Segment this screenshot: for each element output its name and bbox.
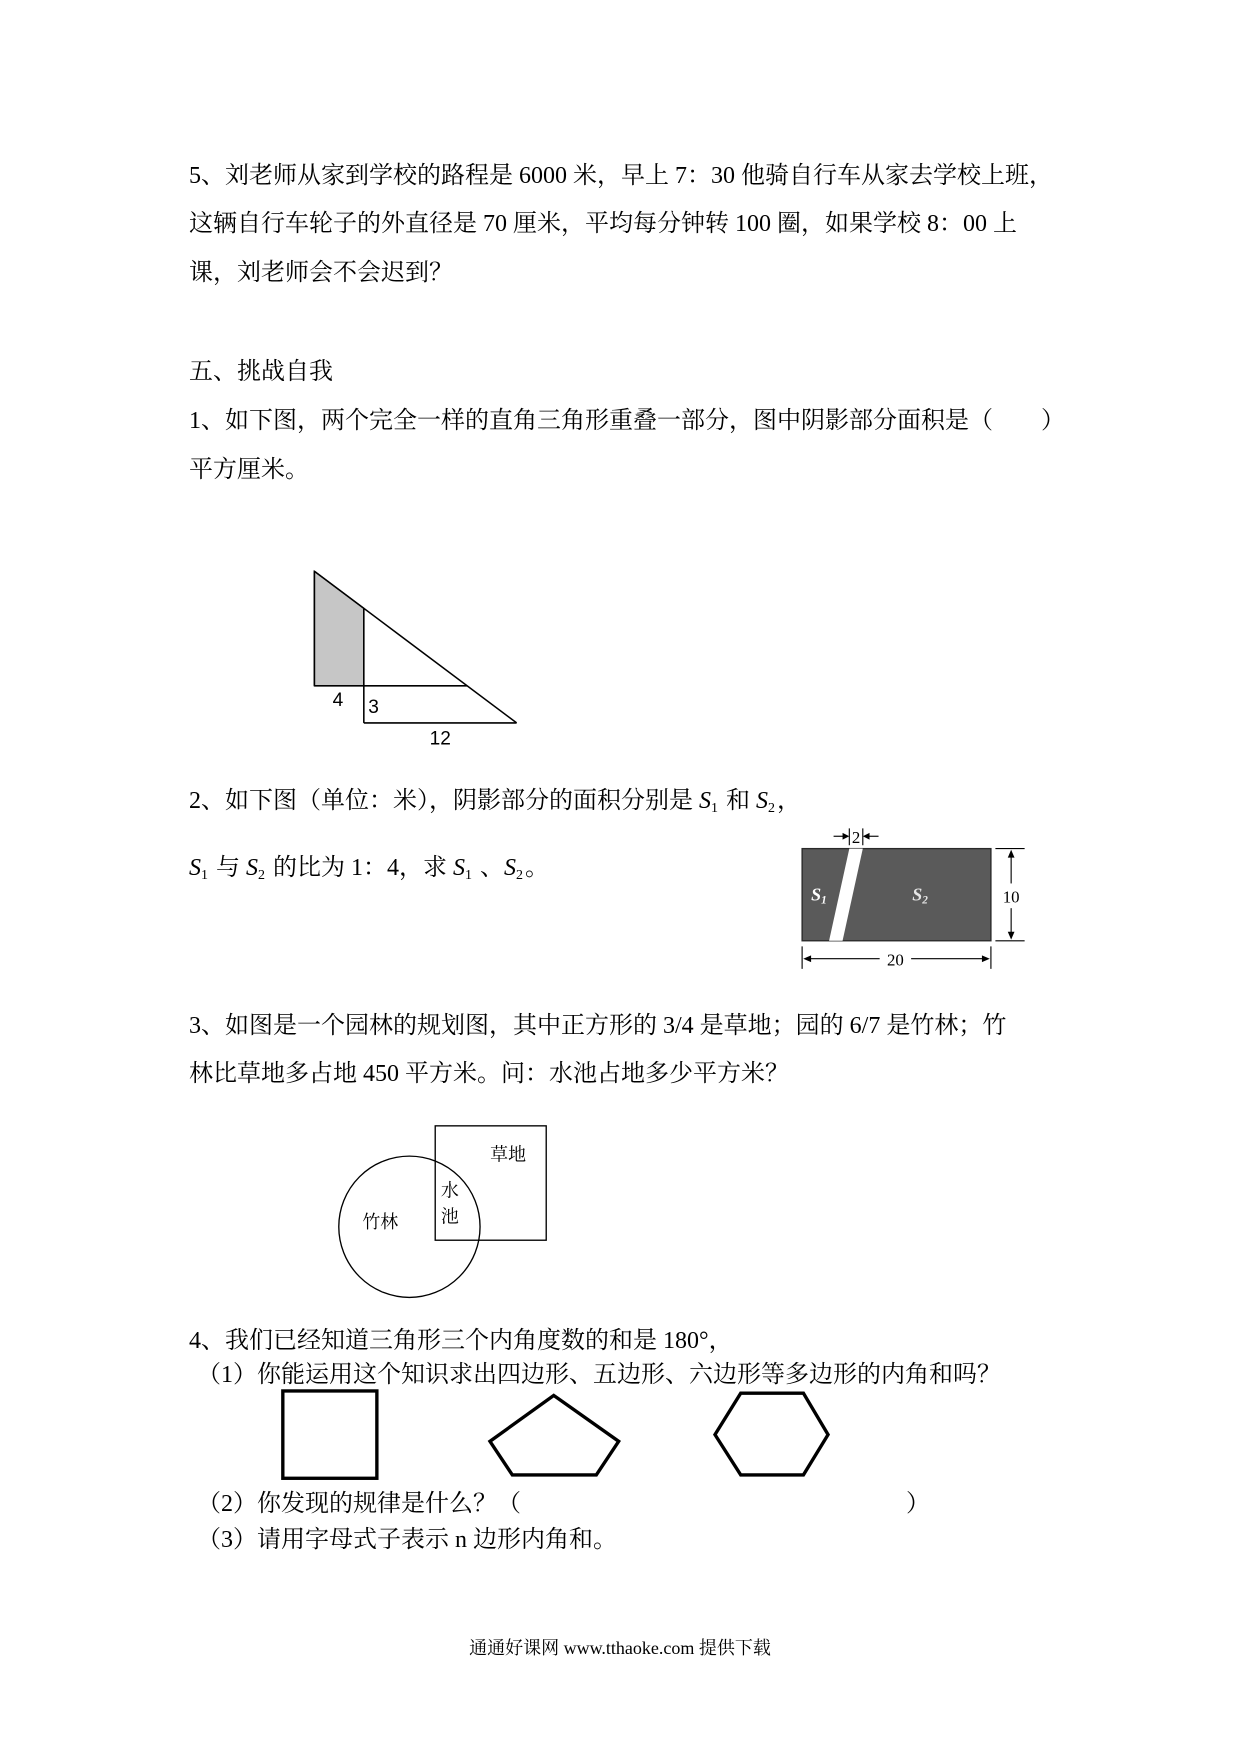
q2-line-1 bbox=[189, 786, 801, 824]
label-base: 12 bbox=[429, 728, 451, 750]
arrowhead-up-icon bbox=[1008, 850, 1015, 858]
hexagon-shape bbox=[715, 1393, 828, 1475]
q4-line-1: 4、我们已经知道三角形三个内角度数的和是 180°， bbox=[189, 1328, 733, 1354]
bamboo-label: 竹林 bbox=[362, 1211, 399, 1232]
region-s2-label: S2 bbox=[912, 884, 928, 907]
bamboo-circle bbox=[339, 1156, 480, 1297]
variable-s2: $S_2$ bbox=[756, 788, 775, 816]
overlapping-triangles-figure bbox=[303, 560, 528, 751]
region-s1-label: S1 bbox=[811, 884, 827, 907]
label-drop: 3 bbox=[368, 696, 379, 718]
q2-line-1-text: 2、如下图（单位：米），阴影部分的面积分别是 bbox=[189, 788, 699, 814]
section-title: 五、挑战自我 bbox=[189, 359, 333, 385]
q2-line-2-end: 。 bbox=[525, 855, 549, 881]
variable-s2: $S_2$ bbox=[246, 855, 265, 883]
q1-line-2: 平方厘米。 bbox=[189, 457, 309, 483]
arrowhead-left-icon bbox=[863, 833, 870, 840]
q3-line-2: 林比草地多占地 450 平方米。问：水池占地多少平方米？ bbox=[189, 1061, 789, 1087]
q4-sub-2: （2）你发现的规律是什么？（ bbox=[197, 1491, 521, 1517]
variable-s1: $S_1$ bbox=[189, 855, 208, 883]
q2-line-2-ratio: 的比为 1：4，求 bbox=[267, 855, 453, 881]
q2-line-2-with: 与 bbox=[210, 855, 246, 881]
rectangle-stripe-figure bbox=[792, 826, 1028, 969]
height-label: 10 bbox=[1002, 887, 1020, 907]
length-label: 20 bbox=[886, 950, 904, 970]
q4-sub-3: （3）请用字母式子表示 n 边形内角和。 bbox=[197, 1527, 617, 1553]
q2-line-1-and: 和 bbox=[720, 788, 756, 814]
pond-label-2: 池 bbox=[440, 1206, 459, 1227]
arrowhead-right-icon bbox=[982, 955, 990, 962]
q2-line-2 bbox=[189, 853, 549, 891]
arrowhead-right-icon bbox=[843, 833, 850, 840]
problem-5-line-2: 这辆自行车轮子的外直径是 70 厘米，平均每分钟转 100 圈，如果学校 8：00 上 bbox=[189, 211, 1017, 237]
label-shift: 4 bbox=[332, 690, 344, 712]
variable-s1: $S_1$ bbox=[699, 788, 718, 816]
variable-s2: $S_2$ bbox=[504, 855, 523, 883]
variable-s1: $S_1$ bbox=[453, 855, 472, 883]
q4-sub-2-close: ） bbox=[906, 1491, 930, 1517]
problem-5-line-1: 5、刘老师从家到学校的路程是 6000 米，早上 7：30 他骑自行车从家去学校上班， bbox=[189, 163, 1053, 189]
arrowhead-left-icon bbox=[803, 955, 811, 962]
shaded-region bbox=[314, 571, 363, 686]
garden-plan-figure bbox=[332, 1118, 553, 1303]
polygons-figure bbox=[275, 1382, 837, 1485]
problem-5-line-3: 课，刘老师会不会迟到？ bbox=[189, 260, 453, 286]
q4-sub-1: （1）你能运用这个知识求出四边形、五边形、六边形等多边形的内角和吗？ bbox=[197, 1362, 1001, 1388]
q2-line-2-sep: 、 bbox=[474, 855, 504, 881]
pond-label-1: 水 bbox=[440, 1180, 459, 1201]
pentagon-shape bbox=[490, 1395, 619, 1474]
arrowhead-down-icon bbox=[1008, 932, 1015, 940]
stripe-width-label: 2 bbox=[851, 827, 861, 847]
grass-label: 草地 bbox=[490, 1144, 527, 1165]
q1-line-1: 1、如下图，两个完全一样的直角三角形重叠一部分，图中阴影部分面积是（ ） bbox=[189, 408, 1065, 434]
q3-line-1: 3、如图是一个园林的规划图，其中正方形的 3/4 是草地；园的 6/7 是竹林；竹 bbox=[189, 1013, 1007, 1039]
square-shape bbox=[283, 1391, 377, 1478]
page-footer: 通通好课网 www.tthaoke.com 提供下载 bbox=[469, 1638, 771, 1658]
q2-line-1-end: ， bbox=[777, 788, 801, 814]
shaded-rectangle bbox=[802, 849, 991, 941]
